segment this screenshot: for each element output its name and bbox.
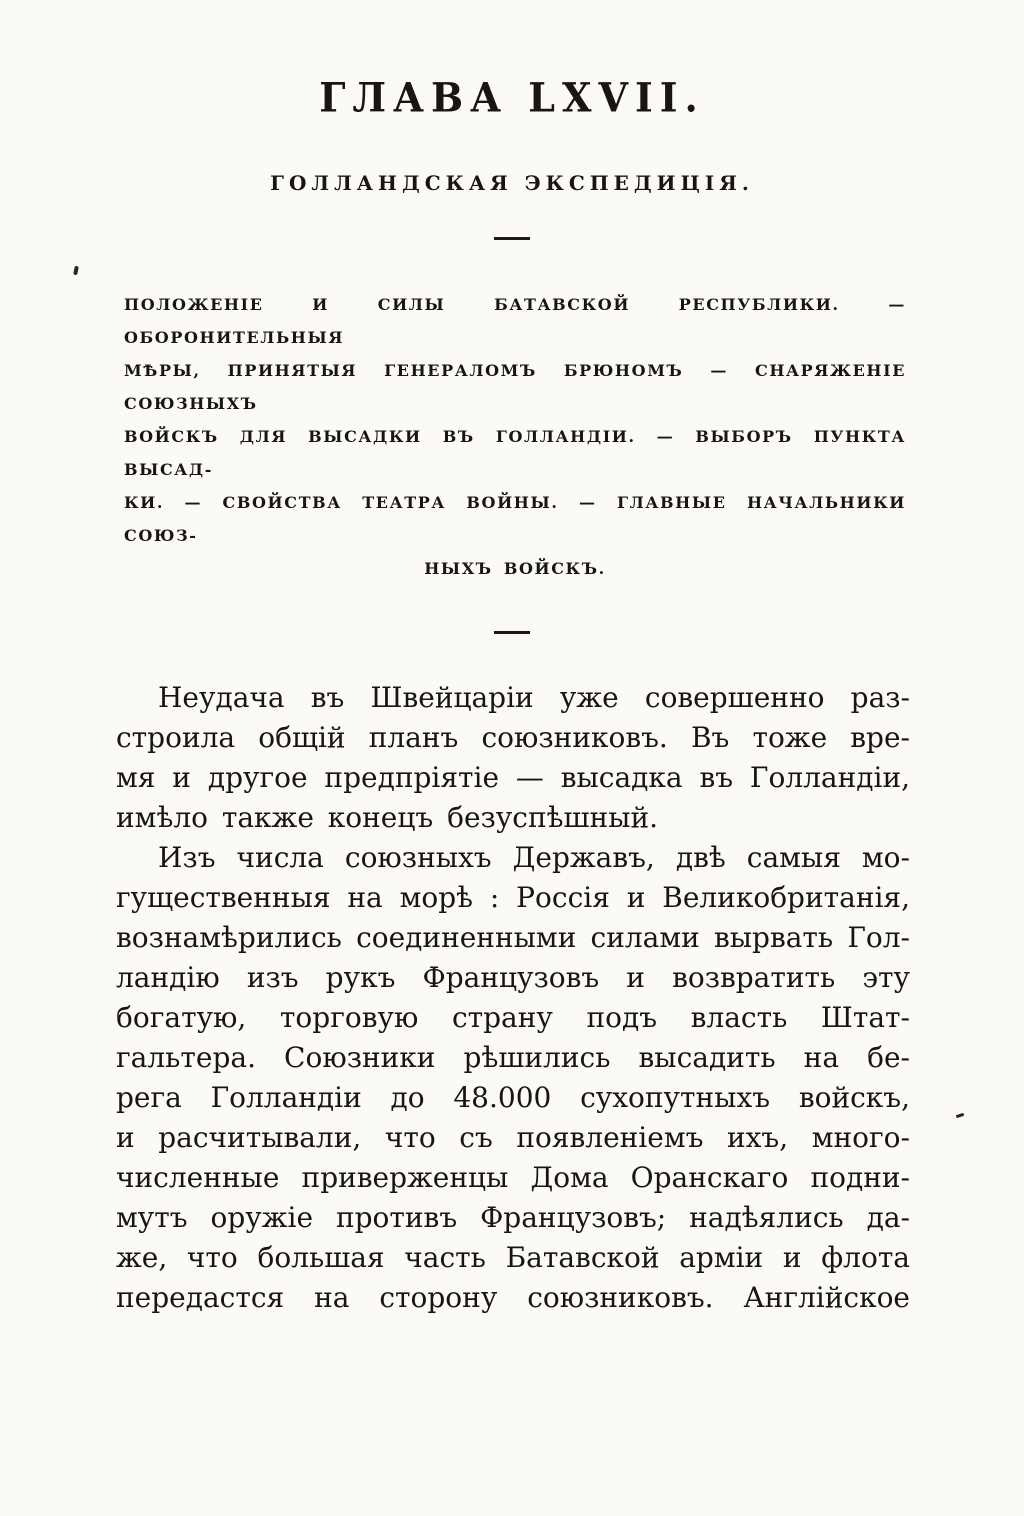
- body-line: Неудача въ Швейцаріи уже совершенно раз-: [158, 681, 910, 715]
- summary-line: КИ. — СВОЙСТВА ТЕАТРА ВОЙНЫ. — ГЛАВНЫЕ НАЧАЛЬНИКИ СОЮЗ-: [124, 493, 906, 546]
- chapter-subtitle: ГОЛЛАНДСКАЯ ЭКСПЕДИЦІЯ.: [270, 171, 754, 196]
- body-line: и расчитывали, что съ появленіемъ ихъ, много-: [116, 1121, 910, 1155]
- body-line: Изъ числа союзныхъ Державъ, двѣ самыя мо-: [158, 841, 910, 875]
- summary-line: ВОЙСКЪ ДЛЯ ВЫСАДКИ ВЪ ГОЛЛАНДІИ. — ВЫБОРЪ ПУНКТА ВЫСАД-: [124, 427, 906, 480]
- body-line: рега Голландіи до 48.000 сухопутныхъ войскъ,: [116, 1081, 910, 1115]
- body-line: гальтера. Союзники рѣшились высадить на бе-: [116, 1041, 910, 1075]
- body-line: мутъ оружіе противъ Французовъ; надѣялись да-: [116, 1201, 910, 1235]
- body-line: гущественныя на морѣ : Россія и Великобританія,: [116, 881, 910, 915]
- scan-artifact: [73, 266, 79, 276]
- summary-line: МѢРЫ, ПРИНЯТЫЯ ГЕНЕРАЛОМЪ БРЮНОМЪ — СНАРЯЖЕНІЕ СОЮЗНЫХЪ: [124, 361, 906, 414]
- section-divider-dash: [494, 237, 530, 240]
- paragraph: [116, 678, 910, 838]
- body-line: мя и другое предпріятіе — высадка въ Голландіи,: [116, 761, 910, 795]
- body-line: вознамѣрились соединенными силами вырвать Гол-: [116, 921, 910, 955]
- body-line: же, что большая часть Батавской арміи и флота: [116, 1241, 910, 1275]
- summary-line: ПОЛОЖЕНІЕ И СИЛЫ БАТАВСКОЙ РЕСПУБЛИКИ. — ОБОРОНИТЕЛЬНЫЯ: [124, 295, 906, 348]
- chapter-title: ГЛАВА LXVII.: [319, 74, 705, 122]
- body-text: [116, 678, 910, 1318]
- body-line: численные приверженцы Дома Оранскаго подни-: [116, 1161, 910, 1195]
- body-line: богатую, торговую страну подъ власть Штат-: [116, 1001, 910, 1035]
- paragraph: [116, 838, 910, 1318]
- body-line: передастся на сторону союзниковъ. Англійское: [116, 1281, 910, 1315]
- section-divider-dash: [494, 631, 530, 634]
- body-line: строила общій планъ союзниковъ. Въ тоже вре-: [116, 721, 910, 755]
- summary-line: НЫХЪ ВОЙСКЪ.: [424, 559, 606, 579]
- chapter-summary: [124, 288, 906, 585]
- body-line: ландію изъ рукъ Французовъ и возвратить эту: [116, 961, 910, 995]
- body-line: имѣло также конецъ безуспѣшный.: [116, 801, 659, 835]
- scan-artifact: [956, 1113, 965, 1118]
